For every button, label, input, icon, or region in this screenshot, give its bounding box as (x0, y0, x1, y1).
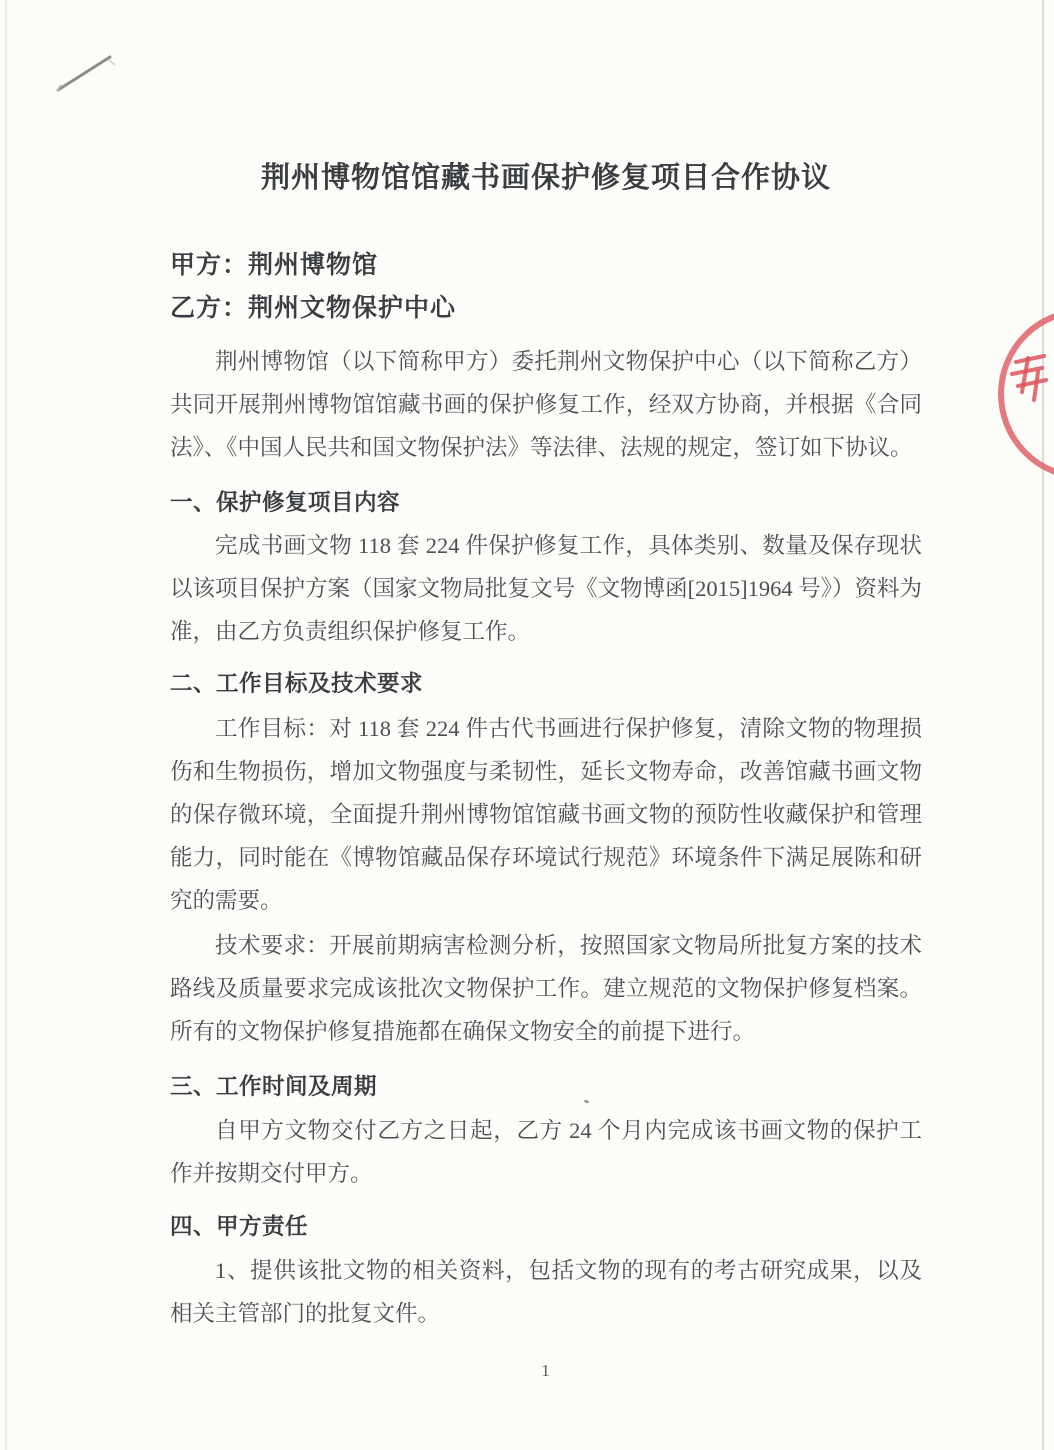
section-2-paragraph-2: 技术要求：开展前期病害检测分析，按照国家文物局所批复方案的技术路线及质量要求完成该批次文物保护工作。建立规范的文物保护修复档案。所有的文物保护修复措施都在确保文物安全的前提下进行。 (170, 933, 922, 1044)
section-3-heading: 三、工作时间及周期 (170, 1074, 378, 1099)
section-4-paragraph: 1、提供该批文物的相关资料，包括文物的现有的考古研究成果，以及相关主管部门的批复文件。 (170, 1258, 922, 1326)
document-content (170, 0, 922, 1381)
party-b-line: 乙方：荆州文物保护中心 (170, 295, 457, 322)
paper-right-edge-line (1042, 0, 1044, 1450)
section-1-paragraph: 完成书画文物 118 套 224 件保护修复工作，具体类别、数量及保存现状以该项目保护方案（国家文物局批复文号《文物博函[2015]1964 号》）资料为准，由乙方负责组织保护修复工作。 (170, 533, 922, 644)
red-seal-stamp (998, 308, 1054, 480)
document-title: 荆州博物馆馆藏书画保护修复项目合作协议 (260, 162, 831, 194)
intro-paragraph: 荆州博物馆（以下简称甲方）委托荆州文物保护中心（以下简称乙方）共同开展荆州博物馆馆藏书画的保护修复工作，经双方协商，并根据《合同法》、《中国人民共和国文物保护法》等法律、法规的规定，签订如下协议。 (170, 349, 922, 460)
section-1-heading: 一、保护修复项目内容 (170, 490, 401, 515)
paper-left-edge-line (5, 0, 7, 1450)
section-2-paragraph-1: 工作目标：对 118 套 224 件古代书画进行保护修复，清除文物的物理损伤和生物损伤，增加文物强度与柔韧性，延长文物寿命，改善馆藏书画文物的保存微环境，全面提升荆州博物馆馆藏书画文物的预防性收藏保护和管理能力，同时能在《博物馆藏品保存环境试行规范》环境条件下满足展陈和研究的需要。 (170, 716, 922, 913)
section-2-heading: 二、工作目标及技术要求 (170, 671, 424, 696)
page-number: 1 (541, 1361, 551, 1380)
section-3-paragraph: 自甲方文物交付乙方之日起，乙方 24 个月内完成该书画文物的保护工作并按期交付甲方。 (170, 1118, 922, 1186)
section-4-heading: 四、甲方责任 (170, 1214, 309, 1239)
pencil-scratch-mark (55, 52, 117, 92)
party-a-line: 甲方：荆州博物馆 (170, 252, 379, 279)
